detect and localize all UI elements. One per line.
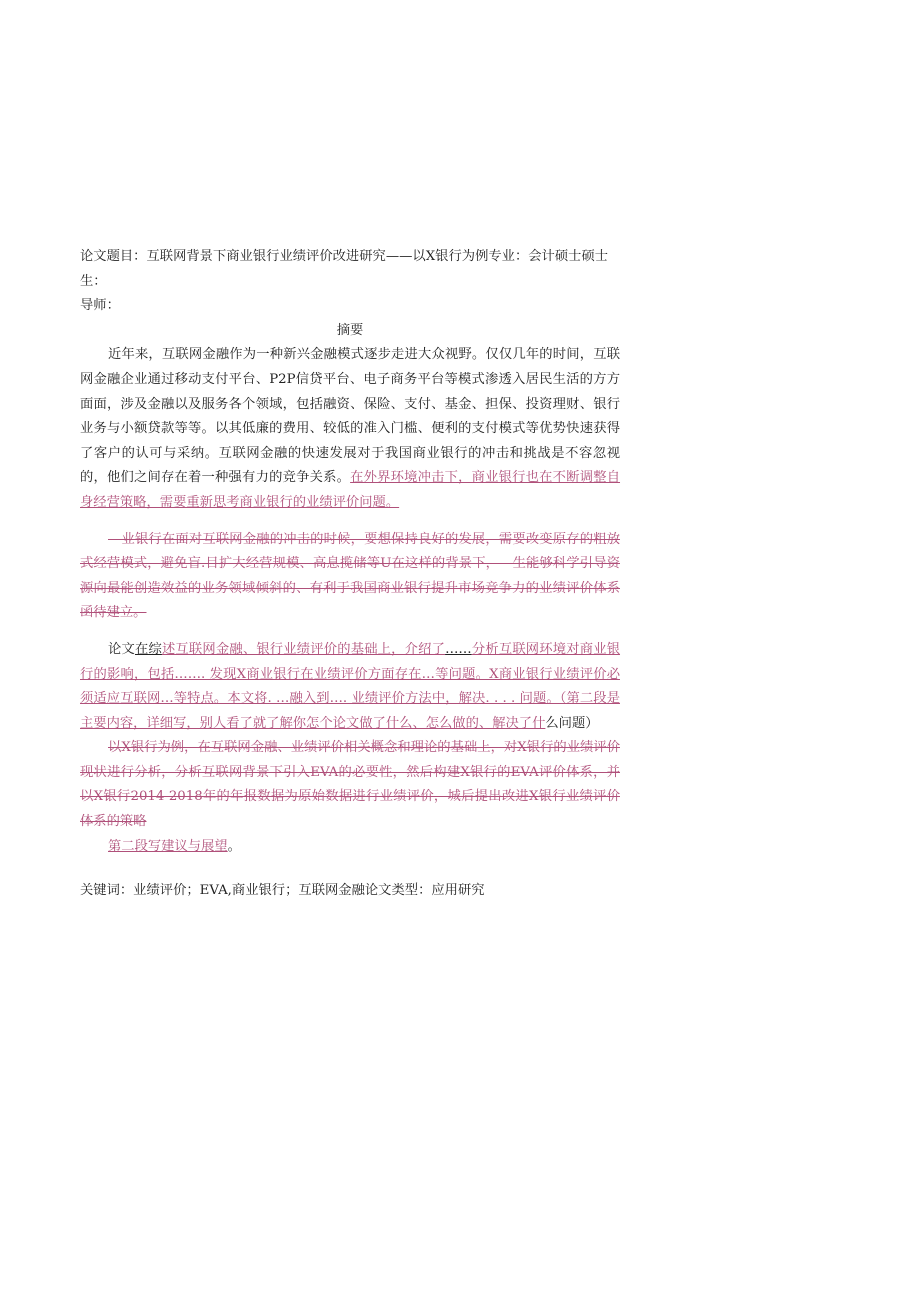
inserted-revision-5: 第二段写建议与展望 <box>108 838 228 854</box>
document-body <box>80 245 620 904</box>
paragraph-5-tail: 。 <box>227 838 241 854</box>
student-line: 生： <box>80 273 107 289</box>
paragraph-3-underlined: 在综 <box>134 641 162 657</box>
inserted-revision-3a: 述互联网金融、银行业绩评价的基础上，介绍了 <box>161 641 446 657</box>
abstract-heading: 摘要 <box>336 322 364 338</box>
abstract-paragraph-3 <box>80 638 620 736</box>
paragraph-3-lead: 论文 <box>108 641 135 657</box>
thesis-title-line: 论文题目：互联网背景下商业银行业绩评价改进研究——以X银行为例专业：会计硕士硕士 <box>80 249 609 264</box>
advisor-line: 导师： <box>80 298 120 314</box>
inserted-revision-3b: 分析互联网环境对商业银行的影响，包括……. 发现X商业银行在业绩评价方面存在…等问题。X商业银行业绩评价必须适应互联网…等特点。本文将. …融入到…. 业绩评价方法中，解决. . . . 问题。（第二段是主要内容，详细写，别人看了就了解你怎个论文做了什么、怎么做的、解决了什 <box>80 641 621 731</box>
paragraph-1-text: 近年来，互联网金融作为一种新兴金融模式逐步走进大众视野。仅仅几年的时间，互联网金融企业通过移动支付平台、P2P信贷平台、电子商务平台等模式渗透入居民生活的方方面面，涉及金融以及服务各个领域，包括融资、保险、支付、基金、担保、投资理财、银行业务与小额贷款等等。以其低廉的费用、较低的准入门槛、便利的支付模式等优势快速获得了客户的认可与采纳。互联网金融的快速发展对于我国商业银行的冲击和挑战是不容忽视的，他们之间存在着一种强有力的竞争关系。 <box>80 347 620 486</box>
deleted-paragraph-4: 以X银行为例，在互联网金融、业绩评价相关概念和理论的基础上，对X银行的业绩评价现状进行分析，分析互联网背景下引入EVA的必要性，然后构建X银行的EVA评价体系，并以X银行2014-2018年的年报数据为原始数据进行业绩评价，城后提出改进X银行业绩评价体系的策略 <box>80 740 620 830</box>
deleted-paragraph-2: —业银行在面对互联网金融的冲击的时候，要想保持良好的发展，需要改变原存的粗放式经营模式，避免盲.目扩大经营规模、高息揽储等U在这样的背景下，—生能够科学引导资源向最能创造效益的业务领域倾斜的、有利于我国商业银行提升市场竞争力的业绩评价体系函待建立。 <box>80 531 620 621</box>
abstract-paragraph-1 <box>80 343 620 515</box>
paragraph-3-ellipsis: …… <box>445 641 472 657</box>
spacer <box>80 516 620 528</box>
keywords-line: 关键词：业绩评价；EVA,商业银行；互联网金融论文类型：应用研究 <box>80 883 485 899</box>
paragraph-3-tail: 么问题） <box>545 715 599 731</box>
inserted-revision-1: 在外界环境冲击下，商业银行也在不断调整自身经营策略，需要重新思考商业银行的业绩评价问题。 <box>80 470 621 510</box>
spacer <box>80 626 620 638</box>
abstract-paragraph-5 <box>80 835 620 860</box>
spacer <box>80 859 620 879</box>
